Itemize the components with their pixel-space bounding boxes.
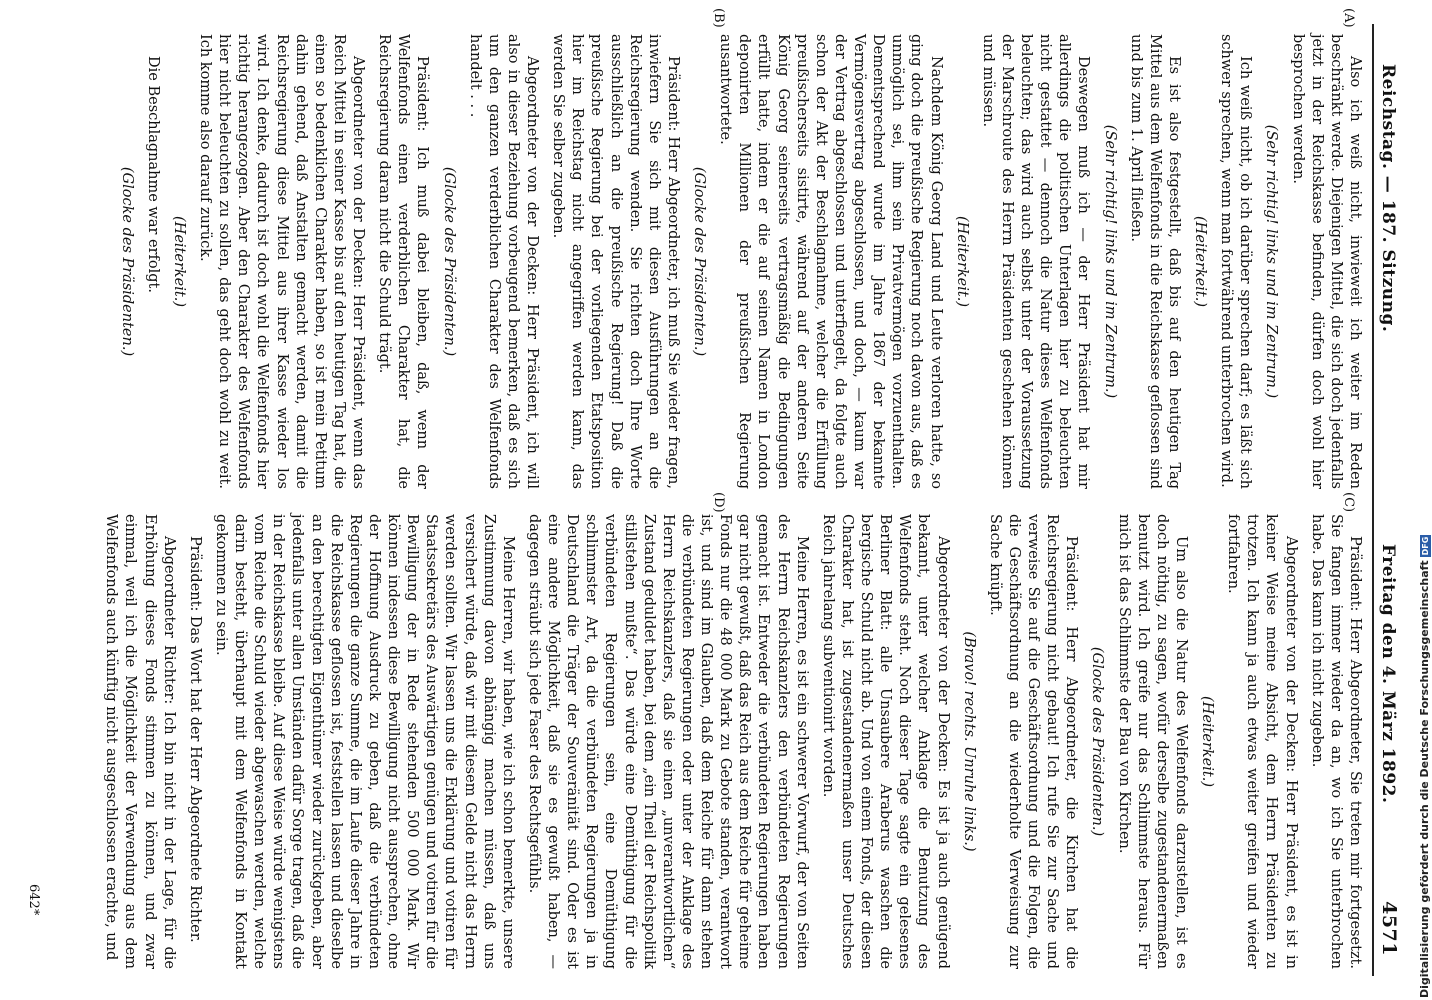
paragraph: Abgeordneter von der Decken: Herr Präsident, es ist in keiner Weise meine Absicht, dem Herrn Präsidenten zu trotzen. Ich kann ja auch etwas weiter greifen und wieder fortfahren. [1225,514,1299,969]
paragraph: Präsident: Ich muß dabei bleiben, daß, wenn der Welfenfonds einen verderblichen Charakter hat, die Reichsregierung daran nicht die Schuld trägt. [376,34,431,489]
paragraph: Die Beschlagnahme war erfolgt. [144,56,161,293]
stage-direction: (Glocke des Präsidenten.) [118,166,135,357]
stage-direction: (Glocke des Präsidenten.) [1089,646,1106,837]
paragraph: Präsident: Herr Abgeordneter, die Kirchen hat die Reichsregierung nicht gebaut! Ich rufe Sie zur Sache und verweise Sie auf die Geschäftsordnung und die Folgen, die die Geschäftsordnung an die wiederholte Verweisung zur Sache knüpft. [986,514,1080,969]
left-text-column [110,34,1364,489]
signature-mark: 642* [26,884,41,916]
credit-text: Digitalisierung gefördert durch die Deutsche Forschungsgemeinschaft [1418,560,1431,998]
page-number: 4571 [1378,901,1400,956]
digitization-credit [1418,535,1431,998]
paragraph: Also ich weiß nicht, inwieweit ich weiter im Reden beschränkt werde. Diejenigen Mittel, die sich doch jedenfalls jetzt in der Reichskasse befinden, dürfen doch wohl hier besprochen werden. [1289,34,1363,489]
running-header [1372,24,1408,976]
margin-marker-a: (A) [1341,8,1356,28]
dfg-logo: DFG [1421,536,1430,556]
paragraph: Präsident: Herr Abgeordneter, Sie treten mir fortgesetzt. Sie fangen immer wieder da an, wo ich Sie unterbrochen habe. Das kann ich nicht zugeben. [1308,514,1363,969]
stage-direction: (Bravo! rechts. Unruhe links.) [960,631,977,852]
paragraph: Abgeordneter Richter: Ich bin nicht in der Lage, für die Erhöhung dieses Fonds stimmen zu können, und zwar einmal, weil ich die Möglichkeit der Verwendung aus dem Welfenfonds auch künftig nicht ausgeschlossen erachte, und [103,514,177,969]
paragraph: Deswegen muß ich — der Herr Präsident hat mir allerdings die politischen Unterlagen hier zu beleuchten nicht gestattet — dennoch die Natur dieses Welfenfonds beleuchten; das wird auch selbst unter der Voraussetzung der Marschroute des Herrn Präsidenten geschehen können und müssen. [979,34,1092,489]
stage-direction: (Sehr richtig! links und im Zentrum.) [1263,124,1280,399]
paragraph: Präsident: Das Wort hat der Herr Abgeordnete Richter. [186,536,203,943]
paragraph: Meine Herren, wir haben, wie ich schon bemerkte, unsere Zustimmung davon abhängig machen müssen, daß uns versichert würde, daß wir mit diesem Gelde nicht das Herrn werden sollten. Wir lassen uns die Erklärung und votiren für Staatssekretärs des Auswärtigen genügen und votiren für die Bewilligung der in Rede stehenden 500 000 Mark. Wir können indessen diese Bewilligung nicht aussprechen, ohne der Hoffnung Ausdruck zu geben, daß die verbündeten Regierungen die ganze Summe, die im Laufe dieser Jahre in die Reichskasse geflossen ist, feststellen lassen und dieselbe an den berechtigten Eigenthümer wieder zurückgeben, aber jedenfalls unter allen Umständen dafür Sorge tragen, daß die in der Reichskasse bleibe. Auf diese Weise würde wenigstens vom Reiche die Schuld wieder abgewaschen werden, welche darin besteht, überhaupt mit dem Welfenfonds in Kontakt gekommen zu sein. [213,514,516,969]
stage-direction: (Glocke des Präsidenten.) [440,166,457,357]
paragraph: Um also die Natur des Welfenfonds darzustellen, ist es doch nöthig, zu sagen, wofür derselbe zugestandenermaßen benutzt wird. Ich greife nur das Schlimmste heraus. Für mich ist das Schlimmste der Bau von Kirchen. [1115,514,1189,969]
paragraph: Abgeordneter von der Decken: Herr Präsident, ich will also in dieser Beziehung vorbeugend bemerken, daß es sich um den ganzen verderblichen Charakter des Welfenfonds handelt . . . [466,34,541,489]
rotated-scan-page [16,4,1416,996]
margin-marker-b: (B) [711,8,726,28]
header-session: Reichstag. — 187. Sitzung. [1378,64,1398,333]
stage-direction: (Heiterkeit.) [171,216,187,307]
paragraph: Abgeordneter von der Decken: Es ist ja auch genügend bekannt, unter welcher Anklage die Benutzung des Welfenfonds steht. Noch dieser Tage sagte ein gelesenes Berliner Blatt: alle Unsaubere Araberus waschen die bergische Schuld nicht ab. Und von einem Fonds, der diesen Charakter hat, ist zugestandenermaßen unser Deutsches Reich jahrelang subventionirt worden. [819,514,951,969]
stage-direction: (Glocke des Präsidenten.) [691,166,708,357]
paragraph: Ich weiß nicht, ob ich darüber sprechen darf; es läßt sich schwer sprechen, wenn man fortwährend unterbrochen wird. [1218,34,1254,489]
margin-marker-d: (D) [711,492,726,513]
margin-marker-c: (C) [1341,492,1356,513]
paragraph: Es ist also festgestellt, daß bis auf den heutigen Tag Mittel aus dem Welfenfonds in die Reichskasse geflossen sind und bis zum 1. April fließen. [1127,34,1182,489]
paragraph: Präsident: Herr Abgeordneter, ich muß Sie wieder fragen, inwiefern Sie sich mit diesen Ausführungen an die Reichsregierung wenden. Sie richten doch Ihre Worte ausschließlich an die preußische Regierung! Daß die preußische Regierung bei der vorliegenden Etatsposition hier im Reichstag nicht angegriffen werden kann, das werden Sie selber zugeben. [550,34,681,489]
header-date: Freitag den 4. März 1892. [1378,544,1398,804]
right-text-column [94,514,1364,969]
paragraph: Meine Herren, es ist ein schwerer Vorwurf, der von Seiten des Herrn Reichskanzlers den verbündeten Regierungen gemacht ist. Entweder die verbündeten Regierungen haben gar nicht gewußt, daß das Reich aus dem Reiche für geheime Fonds nur die 48 000 Mark zu Gebote standen, verantwort ist, und sind im Glauben, daß dem Reiche für dann stehen die verbündeten Regierungen oder unter der Anklage des Herrn Reichskanzlers, daß sie einen „unverantwortlichen“ Zustand geduldet haben, bei dem „ein Theil der Reichspolitik stillstehen mußte“. Das würde eine Demüthigung für die verbündeten Regierungen sein, eine Demüthigung schlimmster Art, da die verbündeten Regierungen ja in Deutschland die Träger der Souveränität sind. Oder es ist eine andere Möglichkeit, daß sie es gewußt haben, — dagegen sträubt sich jede Faser des Rechtsgefühls. [526,514,810,969]
stage-direction: (Sehr richtig! links und im Zentrum.) [1101,124,1118,399]
paragraph: Abgeordneter von der Decken: Herr Präsident, wenn das Reich Mittel in seiner Kasse bis auf den heutigen Tag hat, die einen so bedenklichen Charakter haben, so ist mein Petitum dahin gehend, daß Anstalten gemacht werden, damit die Reichsregierung diese Mittel aus ihrer Kasse wieder los wird. Ich denke, dadurch ist doch wohl die Welfenfonds hier richtig herangezogen. Aber den Charakter des Welfenfonds hier nicht beleuchten zu sollen, das geht doch wohl zu weit. Ich komme also darauf zurück. [197,34,367,489]
stage-direction: (Heiterkeit.) [953,216,970,307]
stage-direction: (Heiterkeit.) [1199,696,1216,787]
paragraph: Nachdem König Georg Land und Leute verloren hatte, so ging doch die preußische Regierung noch davon aus, daß es unmöglich sei, ihm sein Privatvermögen vorzuenthalten. Dementsprechend wurde im Jahre 1867 der bekannte Vermögensvertrag abgeschlossen, und doch, — kaum war der Vertrag abgeschlossen und unterfiegelt, da folgte auch schon der Akt der Beschlagnahme, welcher die Erfüllung preußischerseits sistirte, während auf der anderen Seite König Georg seinerseits vertragsmäßig die Bedingungen erfüllt hatte, indem er die auf seinen Namen in London deponirten Millionen der preußischen Regierung ausantwortete. [717,34,944,489]
stage-direction: (Heiterkeit.) [1192,216,1209,307]
